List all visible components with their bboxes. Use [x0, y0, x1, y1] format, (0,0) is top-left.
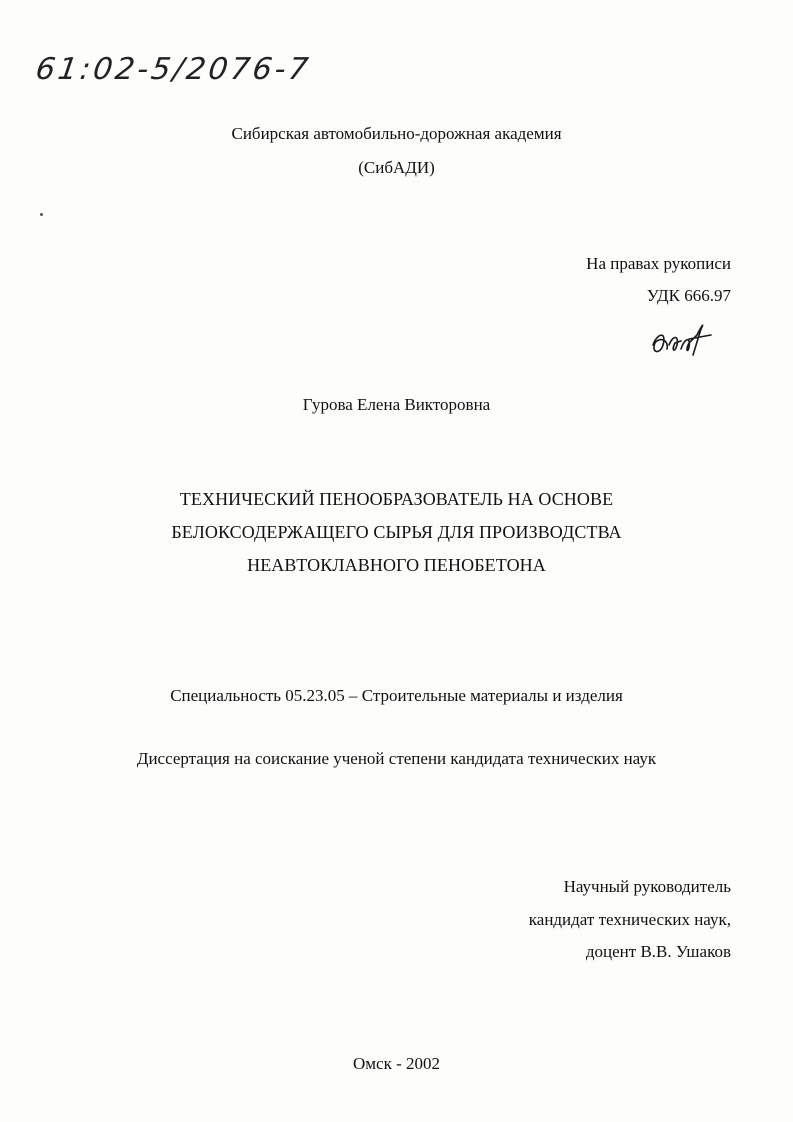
place-and-year: Омск - 2002 — [352, 1054, 440, 1073]
supervisor-role: Научный руководитель — [563, 877, 731, 896]
specialty-line: Специальность 05.23.05 – Строительные материалы и изделия — [170, 686, 623, 705]
scan-speck — [40, 213, 43, 216]
manuscript-rights-note: На правах рукописи — [586, 254, 731, 273]
archive-code-handwritten: 61:02-5/2076-7 — [33, 52, 314, 87]
thesis-title-line-3: НЕАВТОКЛАВНОГО ПЕНОБЕТОНА — [247, 555, 546, 575]
degree-line: Диссертация на соискание ученой степени кандидата технических наук — [136, 749, 657, 768]
supervisor-title: кандидат технических наук, — [528, 910, 731, 929]
thesis-title-line-2: БЕЛОКСОДЕРЖАЩЕГО СЫРЬЯ ДЛЯ ПРОИЗВОДСТВА — [171, 522, 622, 542]
supervisor-name: доцент В.В. Ушаков — [585, 942, 731, 961]
thesis-title-line-1: ТЕХНИЧЕСКИЙ ПЕНООБРАЗОВАТЕЛЬ НА ОСНОВЕ — [179, 489, 614, 509]
signature-icon — [645, 315, 715, 371]
institution-abbreviation: (СибАДИ) — [358, 158, 435, 177]
institution-name: Сибирская автомобильно-дорожная академия — [231, 124, 562, 143]
author-name: Гурова Елена Викторовна — [302, 395, 491, 414]
udc-code: УДК 666.97 — [646, 286, 731, 305]
